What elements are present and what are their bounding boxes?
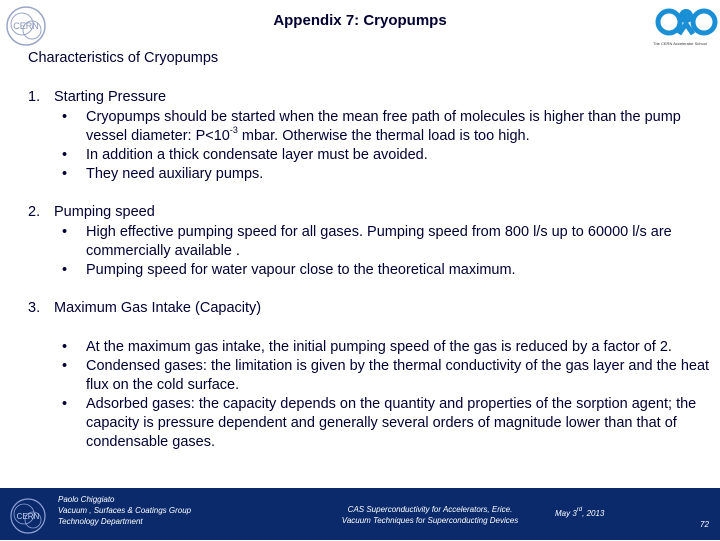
section-pumping-speed bbox=[28, 204, 155, 220]
section-title: Maximum Gas Intake (Capacity) bbox=[54, 300, 262, 316]
item-text-cont: mbar. Otherwise the thermal load is too high. bbox=[237, 128, 530, 144]
cern-logo-text: CERN bbox=[13, 21, 39, 31]
bullet-icon: • bbox=[62, 109, 68, 125]
section-number: 3. bbox=[28, 300, 41, 316]
footer-group: Vacuum , Surfaces & Coatings Group bbox=[58, 506, 192, 515]
footer-date bbox=[555, 508, 604, 519]
bullet-icon: • bbox=[62, 396, 68, 412]
bullet-icon: • bbox=[62, 224, 68, 240]
list-item bbox=[62, 146, 712, 165]
list-item bbox=[62, 108, 712, 146]
footer-logo-text: CERN bbox=[16, 512, 40, 521]
footer-cern-logo bbox=[8, 496, 48, 536]
bullet-icon: • bbox=[62, 358, 68, 374]
list-item bbox=[62, 338, 712, 357]
section-starting-pressure bbox=[28, 89, 166, 105]
item-text: High effective pumping speed for all gases. Pumping speed from 800 l/s up to 60000 l/s are commercially available . bbox=[86, 224, 672, 259]
bullet-icon: • bbox=[62, 262, 68, 278]
page-title: Appendix 7: Cryopumps bbox=[273, 12, 447, 29]
item-text: Adsorbed gases: the capacity depends on the quantity and properties of the sorption agent; the capacity is pressure dependent and generally several orders of magnitude lower than that of condensable gases. bbox=[86, 396, 697, 450]
bullet-icon: • bbox=[62, 339, 68, 355]
item-text: Pumping speed for water vapour close to the theoretical maximum. bbox=[86, 262, 516, 278]
list-item bbox=[62, 223, 712, 261]
bullet-list bbox=[62, 338, 712, 452]
footer-event-line2: Vacuum Techniques for Superconducting Devices bbox=[341, 516, 519, 525]
footer-date-sup: rd bbox=[576, 507, 583, 513]
bullet-list bbox=[62, 223, 712, 280]
bullet-icon: • bbox=[62, 147, 68, 163]
item-text: Condensed gases: the limitation is given by the thermal conductivity of the gas layer and the heat flux on the cold surface. bbox=[86, 358, 710, 393]
item-text: In addition a thick condensate layer must be avoided. bbox=[86, 147, 428, 163]
bullet-icon: • bbox=[62, 166, 68, 182]
footer-author: Paolo Chiggiato bbox=[58, 495, 115, 504]
footer-event-line1: CAS Superconductivity for Accelerators, Erice. bbox=[347, 505, 513, 514]
section-title: Starting Pressure bbox=[54, 89, 167, 105]
list-item bbox=[62, 165, 712, 184]
list-item bbox=[62, 261, 712, 280]
page-subtitle: Characteristics of Cryopumps bbox=[28, 50, 219, 66]
section-number: 1. bbox=[28, 89, 41, 105]
section-maximum-gas-intake bbox=[28, 300, 261, 316]
item-text: They need auxiliary pumps. bbox=[86, 166, 264, 182]
item-text: Cryopumps should be started when the mean free path of molecules is higher than the pump vessel diameter: P<10 bbox=[86, 109, 681, 144]
footer-date-year: , 2013 bbox=[582, 509, 605, 518]
item-text: At the maximum gas intake, the initial pumping speed of the gas is reduced by a factor of 2. bbox=[86, 339, 672, 355]
bullet-list bbox=[62, 108, 712, 184]
page-number: 72 bbox=[700, 520, 709, 529]
footer-event-block bbox=[330, 504, 530, 526]
footer-author-block bbox=[58, 494, 191, 527]
footer-department: Technology Department bbox=[58, 517, 143, 526]
section-number: 2. bbox=[28, 204, 41, 220]
list-item bbox=[62, 395, 712, 452]
footer-date-text: May 3 bbox=[555, 509, 577, 518]
cas-logo-caption: The CERN Accelerator School bbox=[653, 41, 707, 46]
list-item bbox=[62, 357, 712, 395]
footer-bar bbox=[0, 488, 720, 540]
section-title: Pumping speed bbox=[54, 204, 155, 220]
item-superscript: -3 bbox=[229, 125, 238, 135]
